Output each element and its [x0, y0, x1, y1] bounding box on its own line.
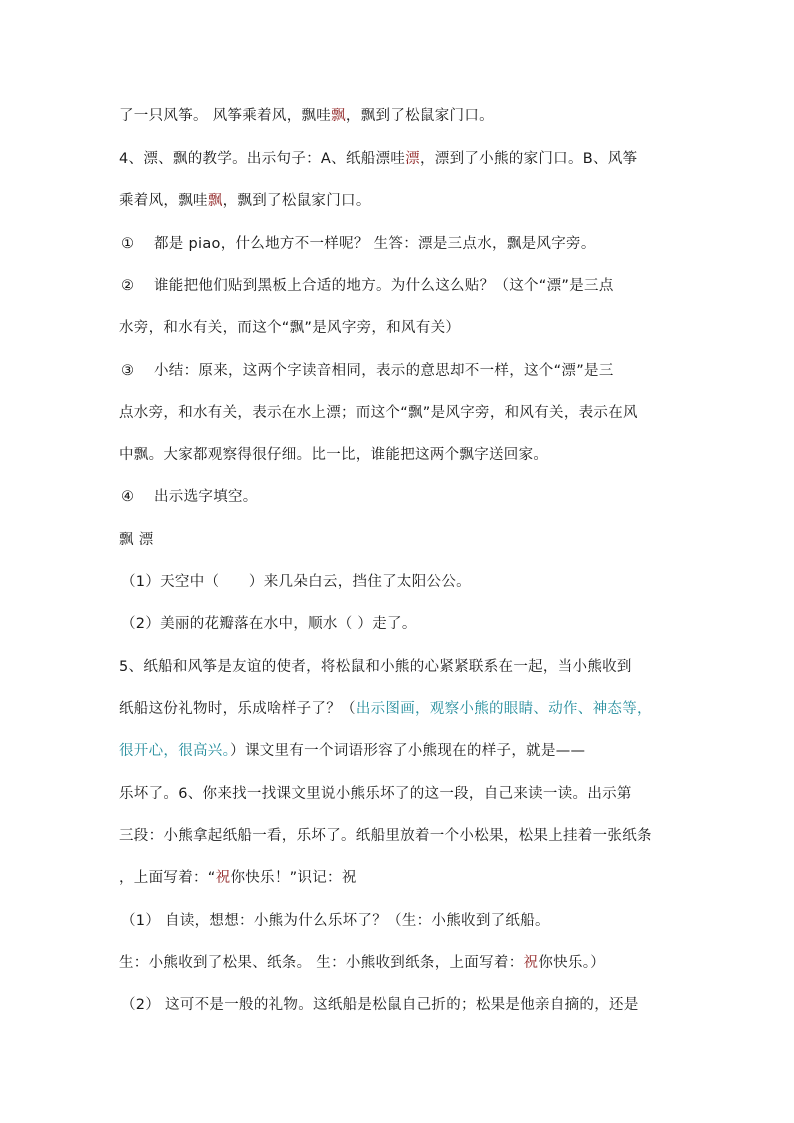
text-line: [119, 445, 548, 465]
text-line: [121, 911, 550, 931]
text-line: [119, 657, 632, 677]
text-segment: 你快乐。）: [538, 955, 606, 971]
text-segment: ，飘到了松鼠家门口。: [222, 193, 371, 209]
text-line: [121, 572, 471, 592]
text-segment: 生：小熊收到了松果、纸条。 生：小熊收到纸条，上面写着：: [119, 955, 524, 971]
text-segment: ① 都是 piao，什么地方不一样呢？ 生答：漂是三点水，飘是风字旁。: [121, 236, 596, 252]
text-segment: ，上面写着：“: [119, 870, 216, 886]
text-segment: （1）天空中（ ）来几朵白云，挡住了太阳公公。: [121, 574, 471, 590]
text-line: [119, 106, 494, 126]
text-line: [121, 614, 417, 634]
text-line: [119, 741, 585, 761]
text-segment: 你快乐！”识记：祝: [230, 870, 357, 886]
text-segment: ，飘到了松鼠家门口。: [345, 108, 494, 124]
text-segment: ③ 小结：原来，这两个字读音相同，表示的意思却不一样，这个“漂”是三: [121, 363, 614, 379]
text-segment: 乘着风，飘哇: [119, 193, 208, 209]
text-line: [121, 234, 596, 254]
text-line: [119, 826, 652, 846]
text-segment: ）课文里有一个词语形容了小熊现在的样子，就是——: [230, 743, 586, 759]
text-line: [119, 530, 154, 550]
text-segment: （2）美丽的花瓣落在水中，顺水（ ）走了。: [121, 616, 417, 632]
text-line: [119, 953, 605, 973]
text-line: [119, 191, 371, 211]
highlighted-text: 飘: [207, 193, 223, 209]
text-line: [119, 403, 638, 423]
text-segment: ④ 出示选字填空。: [121, 489, 258, 505]
text-line: [121, 276, 614, 296]
highlighted-text: 漂: [405, 151, 420, 167]
highlighted-text: 祝: [523, 955, 539, 971]
text-line: [119, 318, 460, 338]
text-segment: 三段：小熊拿起纸船一看，乐坏了。纸船里放着一个小松果，松果上挂着一张纸条: [119, 828, 652, 844]
text-segment: 纸船这份礼物时，乐成啥样子了？（: [119, 701, 356, 717]
text-segment: 乐坏了。6、你来找一找课文里说小熊乐坏了的这一段，自己来读一读。出示第: [119, 786, 632, 802]
highlighted-text: 很开心，很高兴。: [119, 743, 231, 759]
text-line: [121, 995, 639, 1015]
highlighted-text: 出示图画，观察小熊的眼睛、动作、神态等，: [355, 701, 652, 717]
text-line: [119, 149, 637, 169]
text-line: [121, 361, 614, 381]
text-line: [119, 699, 652, 719]
text-segment: ，漂到了小熊的家门口。B、风筝: [419, 151, 638, 167]
text-segment: 飘 漂: [119, 532, 154, 548]
text-segment: 5、纸船和风筝是友谊的使者，将松鼠和小熊的心紧紧联系在一起，当小熊收到: [119, 659, 632, 675]
text-line: [121, 487, 258, 507]
text-segment: （2） 这可不是一般的礼物。这纸船是松鼠自己折的；松果是他亲自摘的，还是: [121, 997, 639, 1013]
text-segment: 水旁，和水有关，而这个“飘”是风字旁，和风有关）: [119, 320, 461, 336]
text-segment: 中飘。大家都观察得很仔细。比一比，谁能把这两个飘字送回家。: [119, 447, 549, 463]
text-line: [119, 868, 357, 888]
highlighted-text: 飘: [331, 108, 346, 124]
text-segment: （1） 自读，想想：小熊为什么乐坏了？（生：小熊收到了纸船。: [121, 913, 550, 929]
text-segment: 点水旁，和水有关，表示在水上漂；而这个“飘”是风字旁，和风有关，表示在风: [119, 405, 638, 421]
text-segment: 了一只风筝。 风筝乘着风，飘哇: [119, 108, 332, 124]
highlighted-text: 祝: [215, 870, 231, 886]
text-segment: ② 谁能把他们贴到黑板上合适的地方。为什么这么贴？（这个“漂”是三点: [121, 278, 614, 294]
text-segment: 4、漂、飘的教学。出示句子：A、纸船漂哇: [119, 151, 406, 167]
text-line: [119, 784, 632, 804]
